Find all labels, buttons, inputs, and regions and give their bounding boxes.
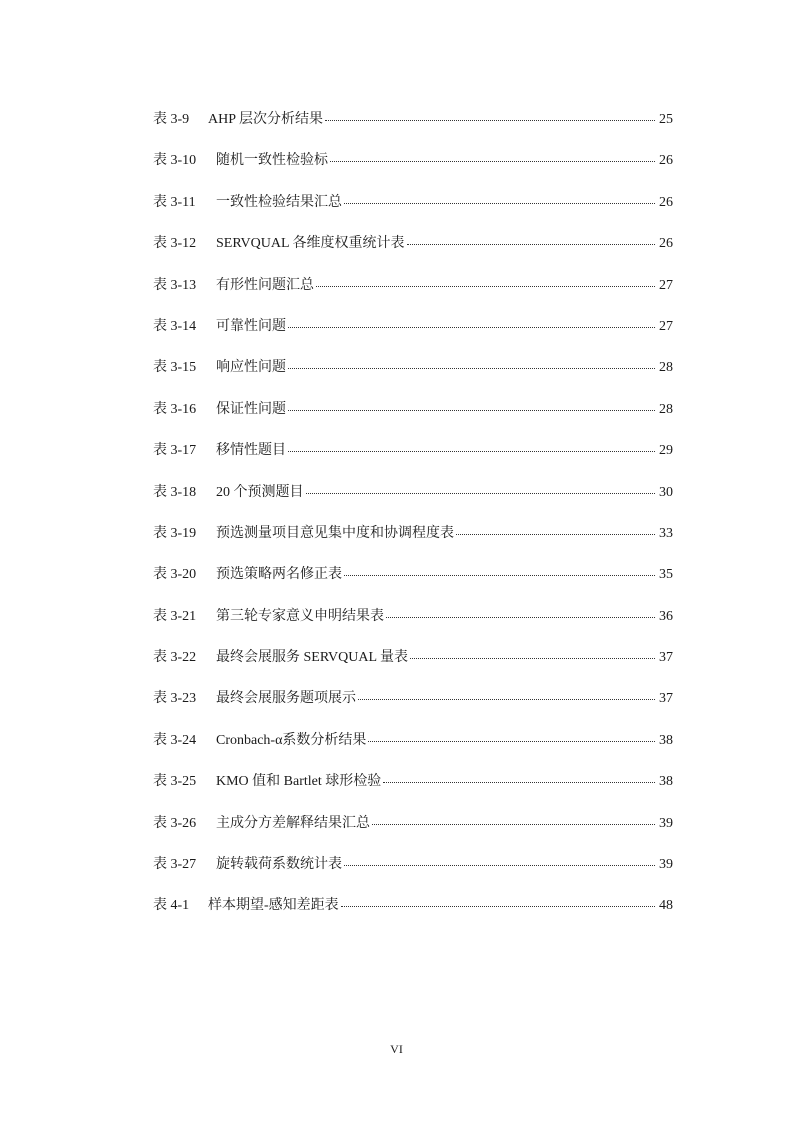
toc-entry-title: 旋转载荷系数统计表	[216, 857, 342, 873]
toc-entry[interactable]	[153, 894, 673, 935]
toc-entry-title: 20 个预测题目	[216, 484, 304, 500]
toc-entry[interactable]	[153, 646, 673, 687]
toc-entry[interactable]	[153, 191, 673, 232]
toc-entry-page: 37	[659, 650, 673, 666]
toc-entry-number: 表 3-10	[153, 153, 197, 169]
toc-entry-number: 表 3-23	[153, 691, 197, 707]
toc-entry-number: 表 3-21	[153, 608, 197, 624]
toc-entry[interactable]	[153, 149, 673, 190]
toc-entry-number: 表 3-16	[153, 401, 197, 417]
toc-entry-title: KMO 值和 Bartlet 球形检验	[216, 774, 382, 790]
dot-leader	[410, 644, 655, 659]
toc-entry-page: 36	[659, 608, 673, 624]
toc-entry[interactable]	[153, 687, 673, 728]
toc-entry-number: 表 4-1	[153, 898, 190, 914]
toc-entry-title: 预选测量项目意见集中度和协调程度表	[216, 525, 454, 541]
page-number: VI	[390, 1042, 403, 1056]
toc-entry[interactable]	[153, 481, 673, 522]
toc-entry-page: 39	[659, 857, 673, 873]
toc-entry-page: 35	[659, 567, 673, 583]
toc-entry-page: 27	[659, 318, 673, 334]
toc-entry[interactable]	[153, 108, 673, 149]
toc-entry-title: 保证性问题	[216, 401, 286, 417]
toc-entry[interactable]	[153, 729, 673, 770]
toc-entry-title: 一致性检验结果汇总	[216, 194, 342, 210]
dot-leader	[344, 189, 655, 204]
toc-entry-page: 27	[659, 277, 673, 293]
dot-leader	[383, 768, 655, 783]
toc-entry-page: 28	[659, 360, 673, 376]
toc-entry-number: 表 3-12	[153, 236, 197, 252]
toc-entry[interactable]	[153, 439, 673, 480]
dot-leader	[330, 147, 655, 162]
toc-entry[interactable]	[153, 315, 673, 356]
dot-leader	[316, 272, 655, 287]
toc-entry[interactable]	[153, 522, 673, 563]
toc-entry-number: 表 3-18	[153, 484, 197, 500]
toc-entry-title: 第三轮专家意义申明结果表	[216, 608, 384, 624]
toc-entry[interactable]	[153, 605, 673, 646]
toc-entry-title: 主成分方差解释结果汇总	[216, 815, 370, 831]
toc-entry-title: 预选策略两名修正表	[216, 567, 342, 583]
dot-leader	[456, 520, 655, 535]
toc-entry-number: 表 3-13	[153, 277, 197, 293]
toc-entry-number: 表 3-14	[153, 318, 197, 334]
toc-entry-page: 26	[659, 153, 673, 169]
toc-entry[interactable]	[153, 398, 673, 439]
toc-entry-number: 表 3-11	[153, 194, 196, 210]
dot-leader	[288, 354, 655, 369]
toc-entry[interactable]	[153, 232, 673, 273]
toc-entry[interactable]	[153, 853, 673, 894]
dot-leader	[358, 685, 655, 700]
toc-entry-page: 30	[659, 484, 673, 500]
toc-entry-page: 25	[659, 112, 673, 127]
dot-leader	[288, 396, 655, 411]
toc-entry-number: 表 3-24	[153, 732, 197, 748]
toc-entry-number: 表 3-20	[153, 567, 197, 583]
toc-entry-page: 29	[659, 443, 673, 459]
dot-leader	[288, 313, 655, 328]
toc-entry-title: 有形性问题汇总	[216, 277, 314, 293]
dot-leader	[372, 810, 655, 825]
dot-leader	[407, 230, 655, 245]
toc-entry-title: Cronbach-α系数分析结果	[216, 732, 367, 748]
toc-entry-page: 38	[659, 732, 673, 748]
toc-entry-title: 随机一致性检验标	[216, 153, 328, 169]
dot-leader	[344, 561, 655, 576]
dot-leader	[344, 851, 655, 866]
toc-entry-page: 48	[659, 898, 673, 914]
toc-entry[interactable]	[153, 770, 673, 811]
dot-leader	[306, 479, 656, 494]
toc-entry-title: SERVQUAL 各维度权重统计表	[216, 236, 405, 252]
toc-entry-title: 响应性问题	[216, 360, 286, 376]
toc-entry[interactable]	[153, 274, 673, 315]
toc-entry-page: 37	[659, 691, 673, 707]
dot-leader	[288, 437, 655, 452]
toc-entry-title: 可靠性问题	[216, 318, 286, 334]
toc-entry-page: 28	[659, 401, 673, 417]
toc-entry-number: 表 3-26	[153, 815, 197, 831]
toc-entry-number: 表 3-17	[153, 443, 197, 459]
toc-entry-title: 移情性题目	[216, 443, 286, 459]
toc-entry[interactable]	[153, 356, 673, 397]
toc-entry-title: 最终会展服务题项展示	[216, 691, 356, 707]
toc-entry-number: 表 3-15	[153, 360, 197, 376]
table-of-contents	[153, 108, 673, 936]
toc-entry-number: 表 3-27	[153, 857, 197, 873]
toc-entry-page: 39	[659, 815, 673, 831]
toc-entry-page: 26	[659, 236, 673, 252]
dot-leader	[341, 892, 655, 907]
toc-entry-page: 26	[659, 194, 673, 210]
toc-entry-number: 表 3-22	[153, 650, 197, 666]
dot-leader	[325, 106, 655, 121]
dot-leader	[386, 603, 655, 618]
dot-leader	[368, 727, 655, 742]
toc-entry-number: 表 3-9	[153, 112, 190, 127]
toc-entry-page: 38	[659, 774, 673, 790]
toc-entry-page: 33	[659, 525, 673, 541]
toc-entry-number: 表 3-25	[153, 774, 197, 790]
toc-entry-title: 最终会展服务 SERVQUAL 量表	[216, 650, 409, 666]
toc-entry-title: AHP 层次分析结果	[208, 112, 323, 127]
toc-entry[interactable]	[153, 563, 673, 604]
toc-entry-title: 样本期望-感知差距表	[208, 898, 339, 914]
toc-entry-number: 表 3-19	[153, 525, 197, 541]
toc-entry[interactable]	[153, 812, 673, 853]
